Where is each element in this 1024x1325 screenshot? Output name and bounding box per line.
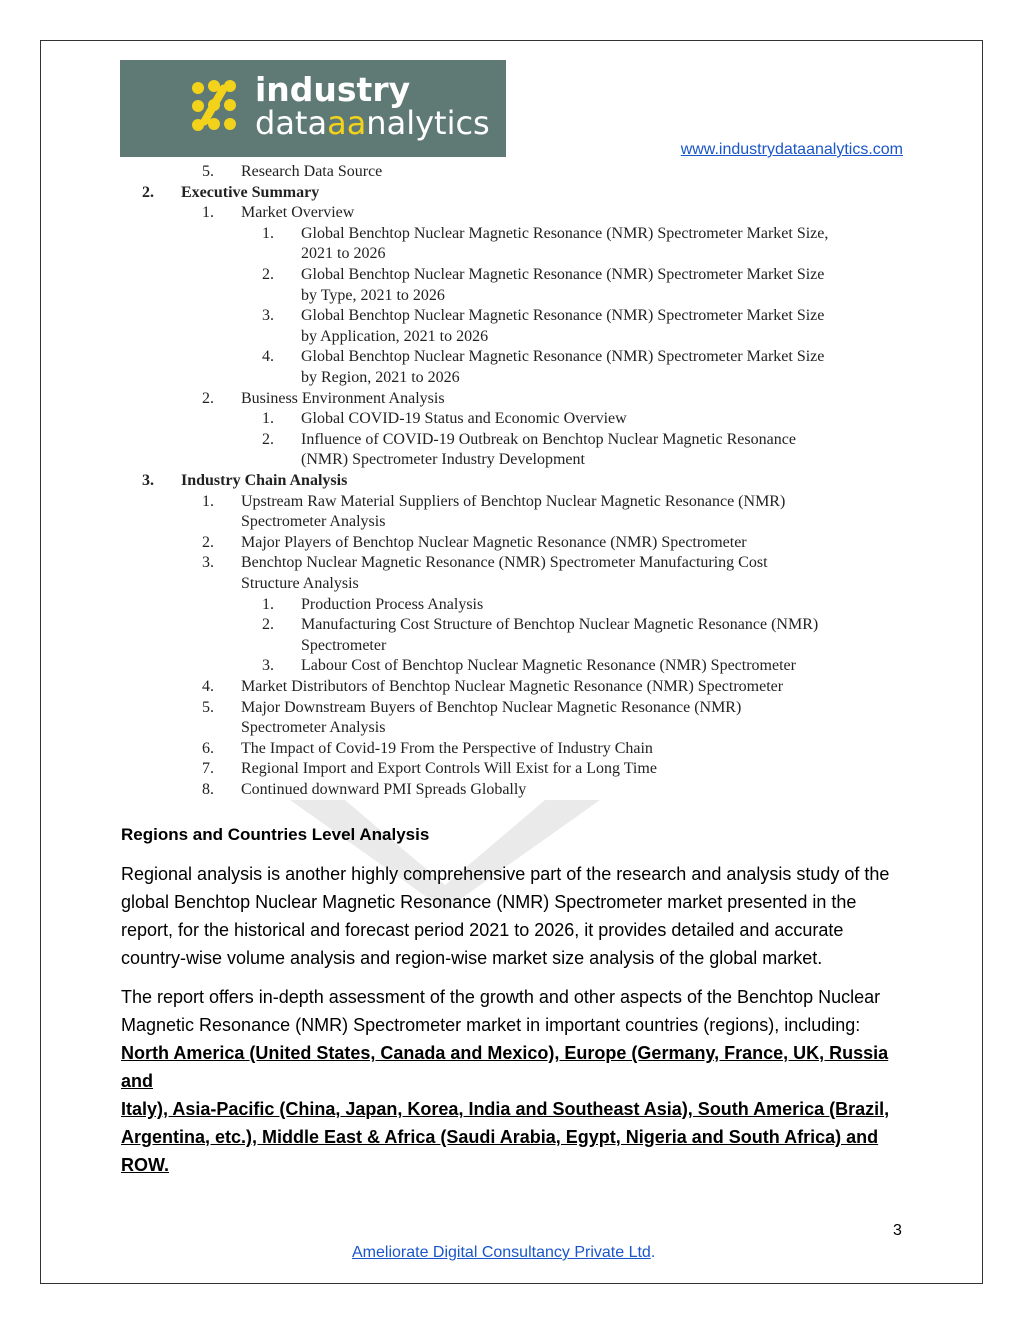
toc-item-text-continued: by Type, 2021 to 2026 <box>301 286 445 304</box>
toc-item-number: 3. <box>142 472 154 489</box>
report-offers-paragraph <box>121 983 911 1179</box>
toc-item-text: Global Benchtop Nuclear Magnetic Resonance (NMR) Spectrometer Market Size, <box>301 224 829 242</box>
paragraph-line: The report offers in-depth assessment of the growth and other aspects of the Benchtop Nuclear <box>121 987 881 1007</box>
toc-item-number: 3. <box>262 657 274 675</box>
toc-item-number: 5. <box>202 698 214 716</box>
paragraph-line: report, for the historical and forecast period 2021 to 2026, it provides detailed and accurate <box>121 920 844 940</box>
toc-item-text: Market Distributors of Benchtop Nuclear Magnetic Resonance (NMR) Spectrometer <box>241 678 784 695</box>
toc-item-text: Major Downstream Buyers of Benchtop Nuclear Magnetic Resonance (NMR) <box>241 698 742 716</box>
toc-item-text: Executive Summary <box>181 183 320 201</box>
footer-period: . <box>650 1244 656 1261</box>
toc-item-text-continued: by Application, 2021 to 2026 <box>301 327 489 345</box>
toc-item-text-continued: by Region, 2021 to 2026 <box>301 369 460 386</box>
section-heading: Regions and Countries Level Analysis <box>121 825 430 844</box>
company-link[interactable]: Ameliorate Digital Consultancy Private Ltd <box>352 1244 651 1261</box>
toc-item-text: Global Benchtop Nuclear Magnetic Resonance (NMR) Spectrometer Market Size <box>301 348 825 366</box>
toc-item-text: Global Benchtop Nuclear Magnetic Resonance (NMR) Spectrometer Market Size <box>301 266 825 283</box>
toc-item-text-continued: Spectrometer Analysis <box>241 719 386 737</box>
toc-item-text: Global COVID-19 Status and Economic Overview <box>301 410 627 428</box>
toc-item-text: Industry Chain Analysis <box>181 472 348 489</box>
toc-item-text: Benchtop Nuclear Magnetic Resonance (NMR) Spectrometer Manufacturing Cost <box>241 554 768 572</box>
toc-item-number: 3. <box>202 554 214 572</box>
toc-item-text: Production Process Analysis <box>301 595 484 613</box>
toc-item-number: 5. <box>202 163 214 180</box>
toc-item-number: 1. <box>262 410 274 428</box>
regions-list-line: Argentina, etc.), Middle East & Africa (Saudi Arabia, Egypt, Nigeria and South Africa) and <box>121 1127 879 1147</box>
toc-item-number: 2. <box>262 430 274 448</box>
toc-item-text: Continued downward PMI Spreads Globally <box>241 781 527 798</box>
toc-item-text: Manufacturing Cost Structure of Benchtop Nuclear Magnetic Resonance (NMR) <box>301 616 819 634</box>
toc-item-text: Business Environment Analysis <box>241 389 445 407</box>
footer <box>352 1244 655 1262</box>
toc-item-text: Global Benchtop Nuclear Magnetic Resonance (NMR) Spectrometer Market Size <box>301 307 825 325</box>
toc-item-text: Research Data Source <box>241 163 383 180</box>
toc-item-number: 1. <box>202 204 214 222</box>
website-link[interactable]: www.industrydataanalytics.com <box>680 141 903 158</box>
toc-item-number: 3. <box>262 307 274 325</box>
toc-item-number: 2. <box>262 616 274 634</box>
toc-item-number: 4. <box>202 678 214 695</box>
toc-item-text: Major Players of Benchtop Nuclear Magnetic Resonance (NMR) Spectrometer <box>241 533 747 551</box>
logo-word-dataanalytics: dataaanalytics <box>255 104 490 142</box>
toc-item-number: 1. <box>262 595 274 613</box>
paragraph-line: Regional analysis is another highly comprehensive part of the research and analysis study of the <box>121 864 890 884</box>
toc-item-number: 2. <box>142 183 154 201</box>
regions-list-line: Italy), Asia-Pacific (China, Japan, Korea, India and Southeast Asia), South America (Brazil, <box>121 1099 890 1119</box>
regional-analysis-paragraph <box>121 860 911 972</box>
regions-list-line: North America (United States, Canada and Mexico), Europe (Germany, France, UK, Russia and <box>121 1043 889 1091</box>
toc-item-text-continued: Spectrometer Analysis <box>241 513 386 531</box>
toc-item-number: 1. <box>202 492 214 510</box>
toc-item-number: 4. <box>262 348 274 366</box>
paragraph-line: Magnetic Resonance (NMR) Spectrometer market in important countries (regions), including: <box>121 1015 861 1035</box>
paragraph-line: country-wise volume analysis and region-wise market size analysis of the global market. <box>121 948 823 968</box>
toc-item-number: 8. <box>202 781 214 798</box>
toc-item-text: Labour Cost of Benchtop Nuclear Magnetic Resonance (NMR) Spectrometer <box>301 657 796 675</box>
toc-item-number: 2. <box>262 266 274 283</box>
toc-item-number: 1. <box>262 224 274 242</box>
logo-word-industry: industry <box>255 70 411 109</box>
toc-item-text-continued: (NMR) Spectrometer Industry Development <box>301 451 585 469</box>
toc-item-text-continued: Spectrometer <box>301 636 387 654</box>
toc-item-text: The Impact of Covid-19 From the Perspective of Industry Chain <box>241 739 653 757</box>
paragraph-line: global Benchtop Nuclear Magnetic Resonance (NMR) Spectrometer market presented in the <box>121 892 857 912</box>
toc-item-number: 2. <box>202 389 214 407</box>
toc-item-text: Influence of COVID-19 Outbreak on Benchtop Nuclear Magnetic Resonance <box>301 430 796 448</box>
toc-item-text: Regional Import and Export Controls Will Exist for a Long Time <box>241 760 657 778</box>
toc-item-text-continued: 2021 to 2026 <box>301 245 386 263</box>
toc-item-number: 6. <box>202 739 214 757</box>
logo-dots-icon <box>190 78 246 138</box>
regions-list-line: ROW. <box>121 1155 169 1175</box>
toc-item-text-continued: Structure Analysis <box>241 575 359 592</box>
toc-item-number: 7. <box>202 760 214 778</box>
toc-item-text: Upstream Raw Material Suppliers of Benchtop Nuclear Magnetic Resonance (NMR) <box>241 492 786 510</box>
toc-item-number: 2. <box>202 533 214 551</box>
company-logo <box>120 60 506 157</box>
toc-item-text: Market Overview <box>241 204 355 222</box>
page-number: 3 <box>893 1222 902 1239</box>
